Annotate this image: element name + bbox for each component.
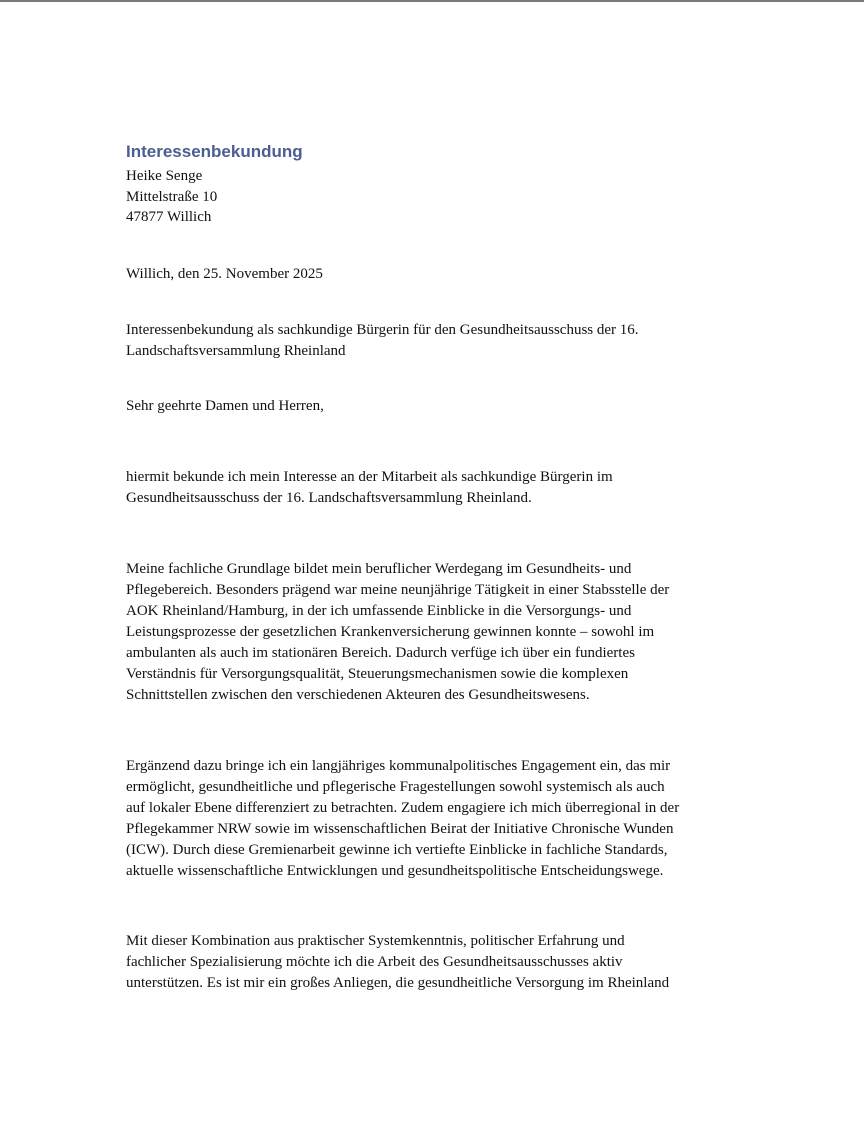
paragraph-engagement: [126, 756, 679, 882]
sender-address: [126, 166, 217, 228]
paragraph-line: ermöglicht, gesundheitliche und pflegerische Fragestellungen sowohl systemisch als auch: [126, 779, 665, 795]
paragraph-line: Pflegekammer NRW sowie im wissenschaftlichen Beirat der Initiative Chronische Wunden: [126, 821, 674, 837]
paragraph-line: Ergänzend dazu bringe ich ein langjähriges kommunalpolitisches Engagement ein, das mir: [126, 758, 671, 774]
paragraph-line: Leistungsprozesse der gesetzlichen Krankenversicherung gewinnen konnte – sowohl im: [126, 624, 655, 640]
paragraph-line: ambulanten als auch im stationären Bereich. Dadurch verfüge ich über ein fundiertes: [126, 645, 635, 661]
paragraph-line: unterstützen. Es ist mir ein großes Anliegen, die gesundheitliche Versorgung im Rheinland: [126, 975, 670, 991]
subject-line-2: Landschaftsversammlung Rheinland: [126, 342, 346, 359]
paragraph-line: Meine fachliche Grundlage bildet mein beruflicher Werdegang im Gesundheits- und: [126, 561, 632, 577]
page-top-border: [0, 0, 864, 2]
letter-page: [126, 139, 741, 991]
paragraph-line: Mit dieser Kombination aus praktischer Systemkenntnis, politischer Erfahrung und: [126, 933, 625, 949]
paragraph-background: [126, 559, 669, 706]
paragraph-conclusion: [126, 931, 669, 994]
sender-city: 47877 Willich: [126, 209, 212, 225]
date-line: Willich, den 25. November 2025: [126, 266, 323, 282]
salutation: Sehr geehrte Damen und Herren,: [126, 398, 324, 414]
paragraph-line: auf lokaler Ebene differenziert zu betrachten. Zudem engagiere ich mich überregional in der: [126, 800, 680, 816]
document-title: Interessenbekundung: [126, 142, 303, 161]
paragraph-line: hiermit bekunde ich mein Interesse an der Mitarbeit als sachkundige Bürgerin im: [126, 469, 613, 485]
sender-name: Heike Senge: [126, 168, 203, 184]
paragraph-line: aktuelle wissenschaftliche Entwicklungen und gesundheitspolitische Entscheidungswege.: [126, 863, 664, 879]
paragraph-line: AOK Rheinland/Hamburg, in der ich umfassende Einblicke in die Versorgungs- und: [126, 603, 632, 619]
paragraph-intro: [126, 467, 613, 509]
subject-line-1: Interessenbekundung als sachkundige Bürgerin für den Gesundheitsausschuss der 16.: [126, 322, 639, 338]
paragraph-line: Gesundheitsausschuss der 16. Landschaftsversammlung Rheinland.: [126, 490, 532, 506]
paragraph-line: fachlicher Spezialisierung möchte ich die Arbeit des Gesundheitsausschusses aktiv: [126, 954, 623, 970]
sender-street: Mittelstraße 10: [126, 188, 218, 205]
paragraph-line: Verständnis für Versorgungsqualität, Steuerungsmechanismen sowie die komplexen: [126, 666, 629, 682]
subject-line: [126, 320, 639, 361]
paragraph-line: Pflegebereich. Besonders prägend war meine neunjährige Tätigkeit in einer Stabsstelle der: [126, 582, 670, 598]
paragraph-line: Schnittstellen zwischen den verschiedenen Akteuren des Gesundheitswesens.: [126, 687, 590, 703]
paragraph-line: (ICW). Durch diese Gremienarbeit gewinne ich vertiefte Einblicke in fachliche Standards,: [126, 842, 668, 858]
